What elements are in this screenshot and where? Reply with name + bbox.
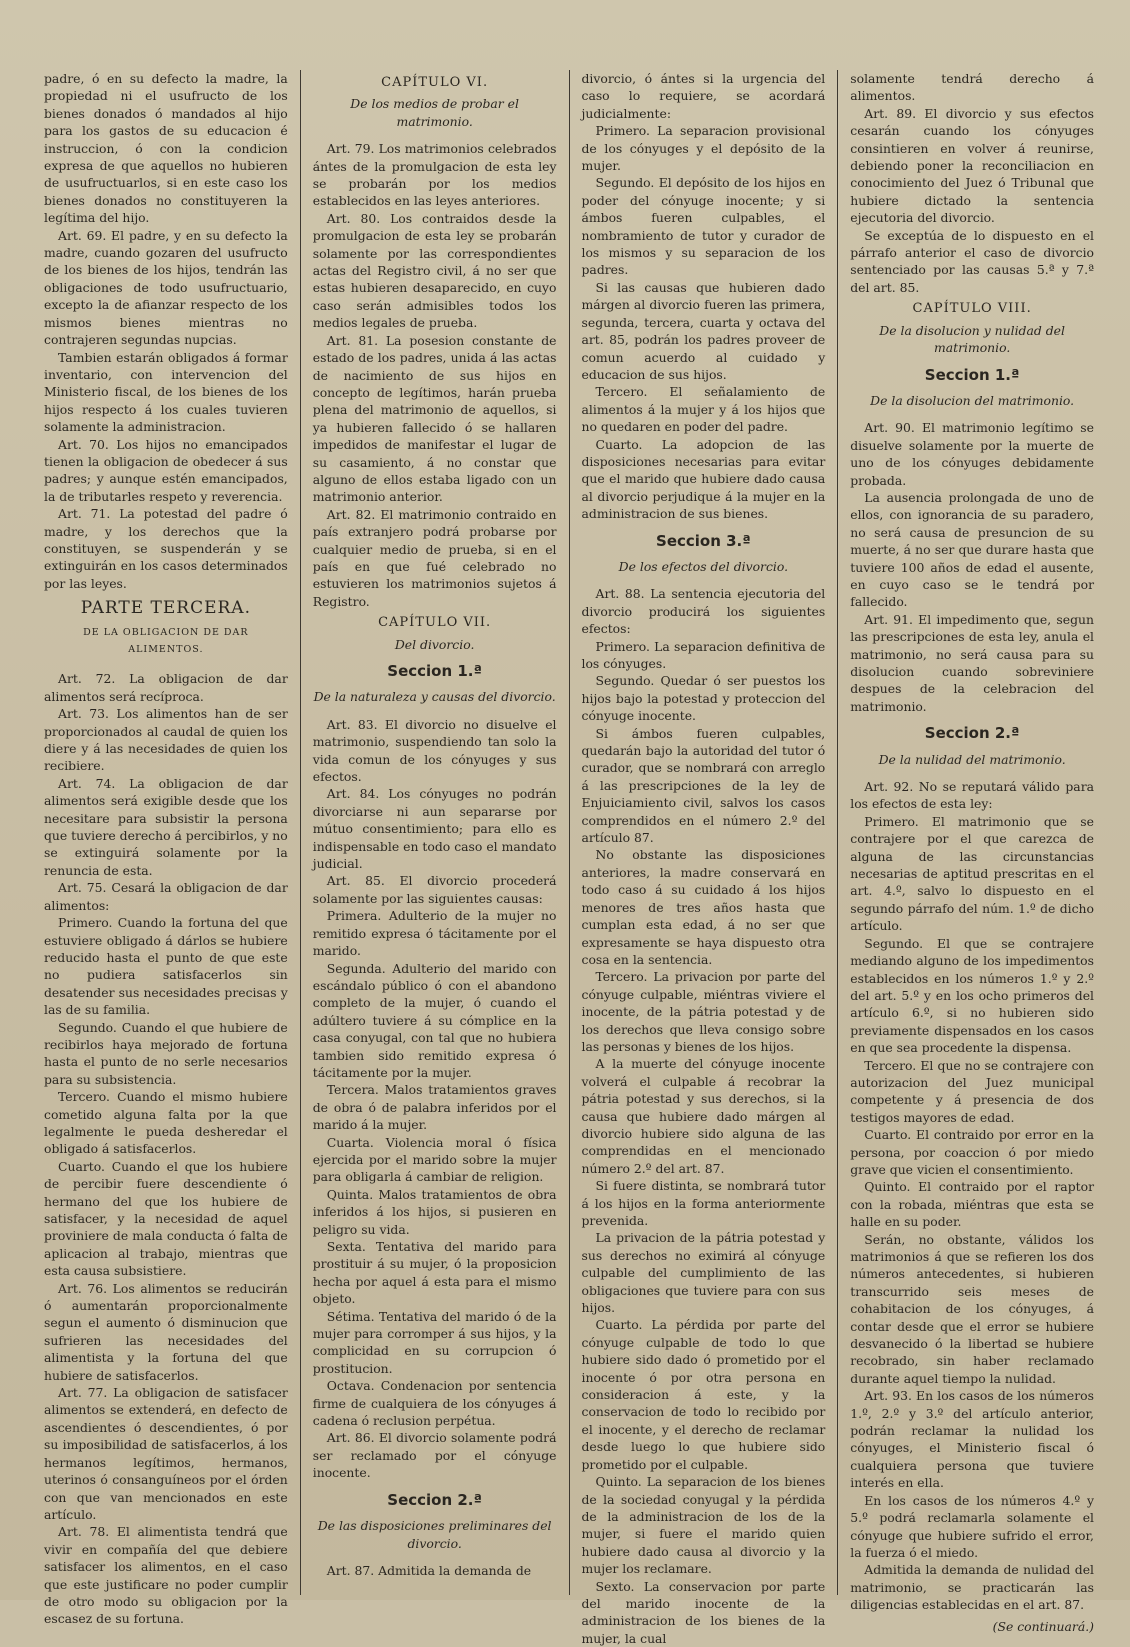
paragraph: Art. 72. La obligacion de dar alimentos será recíproca. <box>44 671 288 704</box>
paragraph: Art. 87. Admitida la demanda de <box>326 1562 532 1578</box>
paragraph: Octava. Condenacion por sentencia firme de cualquiera de los cónyuges á cadena ó reclusion perpétua. <box>312 1378 557 1429</box>
chapter-title: CAPÍTULO VI. <box>381 75 489 90</box>
paragraph: Art. 74. La obligacion de dar alimentos será exigible desde que los necesitare para subsistir la persona que tuviere derecho á percibirlos, y no se extinguirá solamente por la renuncia de esta. <box>44 775 288 878</box>
paragraph: Art. 91. El impedimento que, segun las prescripciones de esta ley, anula el matrimonio, no será causa para su disolucion cuando sobreviniere despues de la celebracion del matrimonio. <box>850 611 1094 714</box>
section-subtitle: Del divorcio. <box>394 636 475 652</box>
column-4 <box>837 70 1106 1634</box>
paragraph: Art. 77. La obligacion de satisfacer alimentos se extenderá, en defecto de ascendientes ó descendientes, ó por su imposibilidad de satisfacerlos, á los hermanos legítimos, hermanos, uterinos ó consanguíneos por el órden con que van mencionados en este artículo. <box>44 1385 288 1522</box>
paragraph: Art. 90. El matrimonio legítimo se disuelve solamente por la muerte de uno de los cónyuges debidamente probada. <box>850 420 1094 488</box>
part-title: PARTE TERCERA. <box>80 598 251 619</box>
column-1 <box>32 70 300 1627</box>
paragraph: Primero. La separacion provisional de los cónyuges y el depósito de la mujer. <box>581 123 826 174</box>
paragraph: Sexta. Tentativa del marido para prostituir á su mujer, ó la proposicion hecha por aquel á esta para el mismo objeto. <box>312 1239 557 1307</box>
paragraph: Si fuere distinta, se nombrará tutor á los hijos en la forma anteriormente prevenida. <box>581 1178 826 1228</box>
paragraph: Art. 93. En los casos de los números 1.º, 2.º y 3.º del artículo anterior, podrán reclamar la nulidad los cónyuges, el Ministerio fiscal ó cualquiera persona que tuviere interés en ella. <box>850 1388 1094 1491</box>
paragraph: Tercero. El señalamiento de alimentos á la mujer y á los hijos que no quedaren en poder del padre. <box>581 384 826 435</box>
paragraph: Art. 73. Los alimentos han de ser proporcionados al caudal de quien los diere y á las necesidades de quien los recibiere. <box>44 706 288 774</box>
paragraph: Segundo. El depósito de los hijos en poder del cónyuge inocente; y si ámbos fueren culpables, el nombramiento de tutor y curador de los mismos y su separacion de los padres. <box>581 175 826 278</box>
paragraph: Quinto. El contraido por el raptor con la robada, miéntras que esta se halle en su poder. <box>850 1179 1094 1230</box>
paragraph: Segundo. Cuando el que hubiere de recibirlos haya mejorado de fortuna hasta el punto de no serle necesarios para su subsistencia. <box>44 1019 288 1087</box>
paragraph: La privacion de la pátria potestad y sus derechos no eximirá al cónyuge culpable del cumplimiento de las obligaciones que tuviere para con sus hijos. <box>581 1230 826 1316</box>
section-heading: Seccion 1.ª <box>387 662 482 680</box>
paragraph: Art. 79. Los matrimonios celebrados ántes de la promulgacion de esta ley se probarán por los medios establecidos en las leyes anteriores. <box>312 141 557 209</box>
paragraph: solamente tendrá derecho á alimentos. <box>850 71 1094 104</box>
paragraph: Cuarto. La pérdida por parte del cónyuge culpable de todo lo que hubiere sido dado ó prometido por el inocente ó por otra persona en consideracion á este, y la conservacion de todo lo recibido por el inocente, y el derecho de reclamar desde luego lo que hubiere sido prometido por el culpable. <box>581 1317 826 1472</box>
chapter-title: CAPÍTULO VIII. <box>912 301 1032 317</box>
paragraph: Primero. Cuando la fortuna del que estuviere obligado á dárlos se hubiere reducido hasta el punto de que este no pudiera satisfacerlos sin desatender sus necesidades precisas y las de su familia. <box>44 915 288 1018</box>
paragraph: Si las causas que hubieren dado márgen al divorcio fueren las primera, segunda, tercera, cuarta y octava del art. 85, podrán los padres proveer de comun acuerdo al cuidado y educacion de sus hijos. <box>581 279 826 382</box>
paragraph: Art. 81. La posesion constante de estado de los padres, unida á las actas de nacimiento de sus hijos en concepto de legítimos, harán prueba plena del matrimonio de aquellos, si ya hubieren fallecido ó se hallaren impedidos de manifestar el lugar de su casamiento, á no constar que alguno de ellos estaba ligado con un matrimonio anterior. <box>312 332 557 505</box>
section-heading: Seccion 1.ª <box>924 365 1020 384</box>
paragraph: Cuarto. El contraido por error en la persona, por coaccion ó por miedo grave que vicien el consentimiento. <box>850 1127 1094 1177</box>
column-2 <box>300 70 569 1595</box>
section-subtitle: De la naturaleza y causas del divorcio. <box>313 689 556 705</box>
paragraph: Primero. El matrimonio que se contrajere por el que carezca de alguna de las circunstancias necesarias de aptitud prescritas en el art. 4.º, salvo lo dispuesto en el segundo párrafo del núm. 1.º de dicho artículo. <box>850 813 1094 934</box>
paragraph: Segunda. Adulterio del marido con escándalo público ó con el abandono completo de la mujer, ó cuando el adúltero tuviere á su cómplice en la casa conyugal, con tal que no hubiera tambien sido remitido expresa ó tácitamente por la mujer. <box>312 960 557 1080</box>
section-heading: Seccion 2.ª <box>924 724 1020 743</box>
paragraph: Art. 80. Los contraidos desde la promulgacion de esta ley se probarán solamente por las correspondientes actas del Registro civil, á no ser que estas hubieren desaparecido, en cuyo caso serán admisibles todos los medios legales de prueba. <box>312 210 557 331</box>
columns <box>32 70 1106 1646</box>
section-subtitle: De la disolucion del matrimonio. <box>870 392 1075 408</box>
paragraph: Art. 75. Cesará la obligacion de dar alimentos: <box>44 880 288 913</box>
paragraph: Sexto. La conservacion por parte del marido inocente de la administracion de los bienes de la mujer, la cual <box>581 1578 826 1646</box>
paragraph: Art. 71. La potestad del padre ó madre, y los derechos que la constituyen, se suspenderán y se extinguirán en los casos determinados por las leyes. <box>44 506 288 591</box>
section-subtitle: De la disolucion y nulidad del matrimonio. <box>879 322 1065 356</box>
paragraph: Tercera. Malos tratamientos graves de obra ó de palabra inferidos por el marido á la mujer. <box>312 1082 557 1133</box>
paragraph: Tercero. El que no se contrajere con autorizacion del Juez municipal competente y á presencia de dos testigos mayores de edad. <box>850 1057 1094 1125</box>
paragraph: La ausencia prolongada de uno de ellos, con ignorancia de su paradero, no será causa de presuncion de su muerte, á no ser que durare hasta que tuviere 100 años de edad el ausente, en cuyo caso se le tendrá por fallecido. <box>850 489 1094 610</box>
paragraph: Cuarto. La adopcion de las disposiciones necesarias para evitar que el marido que hubiere dado causa al divorcio perjudique á la mujer en la administracion de sus bienes. <box>581 436 826 522</box>
section-subtitle: De la nulidad del matrimonio. <box>878 751 1066 767</box>
section-subtitle: De las disposiciones preliminares del divorcio. <box>317 1518 552 1551</box>
paragraph: Art. 69. El padre, y en su defecto la madre, cuando gozaren del usufructo de los bienes de los hijos, tendrán las obligaciones de todo usufructuario, excepto la de afianzar respecto de los mismos bienes mientras no contrajeren segundas nupcias. <box>44 227 288 348</box>
paragraph: Tambien estarán obligados á formar inventario, con intervencion del Ministerio fiscal, de los bienes de los hijos respecto á los cuales tuvieren solamente la administracion. <box>44 349 288 435</box>
paragraph: Art. 88. La sentencia ejecutoria del divorcio producirá los siguientes efectos: <box>581 586 826 637</box>
paragraph: Tercero. La privacion por parte del cónyuge culpable, miéntras viviere el inocente, de la pátria potestad y de los derechos que lleva consigo sobre las personas y bienes de los hijos. <box>581 969 826 1054</box>
paragraph: Segundo. Quedar ó ser puestos los hijos bajo la potestad y proteccion del cónyuge inocente. <box>581 673 826 724</box>
paragraph: Art. 78. El alimentista tendrá que vivir en compañía del que debiere satisfacer los alimentos, en el caso que este justificare no poder cumplir de otro modo su obligacion por la escasez de su fortuna. <box>44 1524 288 1627</box>
section-heading: Seccion 3.ª <box>656 531 751 550</box>
chapter-title: CAPÍTULO VII. <box>378 615 492 631</box>
paragraph: Quinto. La separacion de los bienes de la sociedad conyugal y la pérdida de la administracion de los de la mujer, si fuere el marido quien hubiere dado causa al divorcio y la mujer los reclamare. <box>581 1474 826 1577</box>
paragraph: Art. 83. El divorcio no disuelve el matrimonio, suspendiendo tan solo la vida comun de los cónyuges y sus efectos. <box>312 716 557 785</box>
paragraph: padre, ó en su defecto la madre, la propiedad ni el usufructo de los bienes donados ó mandados al hijo para los gastos de su educacion é instruccion, ó con la condicion expresa de que aquellos no hubieren de usufructuarlos, si en este caso los bienes donados no constituyeren la legítima del hijo. <box>44 71 288 226</box>
section-subtitle: De los efectos del divorcio. <box>618 558 789 574</box>
paragraph: Quinta. Malos tratamientos de obra inferidos á los hijos, si pusieren en peligro su vida. <box>312 1186 557 1237</box>
paragraph: Sétima. Tentativa del marido ó de la mujer para corromper á sus hijos, y la complicidad en su corrupcion ó prostitucion. <box>312 1308 557 1376</box>
paragraph: Admitida la demanda de nulidad del matrimonio, se practicarán las diligencias establecidas en el art. 87. <box>850 1562 1094 1613</box>
paragraph: Art. 92. No se reputará válido para los efectos de esta ley: <box>850 779 1094 812</box>
paragraph: Se exceptúa de lo dispuesto en el párrafo anterior el caso de divorcio sentenciado por las causas 5.ª y 7.ª del art. 85. <box>850 227 1094 295</box>
paragraph: Tercero. Cuando el mismo hubiere cometido alguna falta por la que legalmente le pueda desheredar el obligado á satisfacerlos. <box>44 1089 288 1157</box>
paragraph: Si ámbos fueren culpables, quedarán bajo la autoridad del tutor ó curador, que se nombrará con arreglo á las prescripciones de la ley de Enjuiciamiento civil, salvos los casos comprendidos en el número 2.º del artículo 87. <box>581 725 826 846</box>
paragraph: Art. 84. Los cónyuges no podrán divorciarse ni aun separarse por mútuo consentimiento; para ello es indispensable en todo caso el mandato judicial. <box>312 786 557 872</box>
paragraph: divorcio, ó ántes si la urgencia del caso lo requiere, se acordará judicialmente: <box>581 71 826 121</box>
paragraph: Art. 89. El divorcio y sus efectos cesarán cuando los cónyuges consintieren en volver á reunirse, debiendo poner la reconciliacion en conocimiento del Juez ó Tribunal que hubiere dictado la sentencia ejecutoria del divorcio. <box>850 105 1094 226</box>
paragraph: Serán, no obstante, válidos los matrimonios á que se refieren los dos números antecedentes, si hubieren transcurrido seis meses de cohabitacion de los cónyuges, á contar desde que el error se hubiere desvanecido ó la libertad se hubiere recobrado, sin haber reclamado durante aquel tiempo la nulidad. <box>850 1231 1094 1386</box>
section-heading: Seccion 2.ª <box>387 1490 482 1509</box>
paragraph: Art. 70. Los hijos no emancipados tienen la obligacion de obedecer á sus padres; y aunque estén emancipados, la de tributarles respeto y reverencia. <box>44 436 288 504</box>
paragraph: Cuarto. Cuando el que los hubiere de percibir fuere descendiente ó hermano del que los hubiere de satisfacer, y la necesidad de aquel proviniere de mala conducta ó falta de aplicacion al trabajo, mientras que esta causa subsistiere. <box>44 1158 288 1279</box>
paragraph: A la muerte del cónyuge inocente volverá el culpable á recobrar la pátria potestad y sus derechos, si la causa que hubiere dado márgen al divorcio hubiere sido alguna de las comprendidas en el mencionado número 2.º del art. 87. <box>581 1056 826 1176</box>
column-3 <box>569 70 838 1646</box>
paragraph: Cuarta. Violencia moral ó física ejercida por el marido sobre la mujer para obligarla á cambiar de religion. <box>312 1134 557 1185</box>
paragraph: (Se continuará.) <box>992 1618 1094 1634</box>
paragraph: Art. 82. El matrimonio contraido en país extranjero podrá probarse por cualquier medio de prueba, si en el país en que fué celebrado no estuvieren los matrimonios sujetos á Registro. <box>312 506 557 609</box>
paragraph: Primera. Adulterio de la mujer no remitido expresa ó tácitamente por el marido. <box>312 908 557 959</box>
part-subtitle: DE LA OBLIGACION DE DAR ALIMENTOS. <box>83 626 249 655</box>
paragraph: Primero. La separacion definitiva de los cónyuges. <box>581 638 826 671</box>
paragraph: Art. 76. Los alimentos se reducirán ó aumentarán proporcionalmente segun el aumento ó disminucion que sufrieren las necesidades del alimentista y la fortuna del que hubiere de satisfacerlos. <box>44 1280 288 1383</box>
paragraph: Segundo. El que se contrajere mediando alguno de los impedimentos establecidos en los números 1.º y 2.º del art. 5.º y en los ocho primeros del artículo 6.º, si no hubieren sido previamente dispensados en los casos en que sea procedente la dispensa. <box>850 935 1094 1056</box>
paragraph: En los casos de los números 4.º y 5.º podrá reclamarla solamente el cónyuge que hubiere sufrido el error, la fuerza ó el miedo. <box>850 1492 1094 1560</box>
paragraph: No obstante las disposiciones anteriores, la madre conservará en todo caso á su cuidado á los hijos menores de tres años hasta que cumplan esta edad, á no ser que expresamente se haya dispuesto otra cosa en la sentencia. <box>581 847 826 967</box>
paragraph: Art. 85. El divorcio procederá solamente por las siguientes causas: <box>312 873 557 906</box>
paragraph: Art. 86. El divorcio solamente podrá ser reclamado por el cónyuge inocente. <box>312 1430 557 1481</box>
section-subtitle: De los medios de probar el matrimonio. <box>350 96 519 129</box>
